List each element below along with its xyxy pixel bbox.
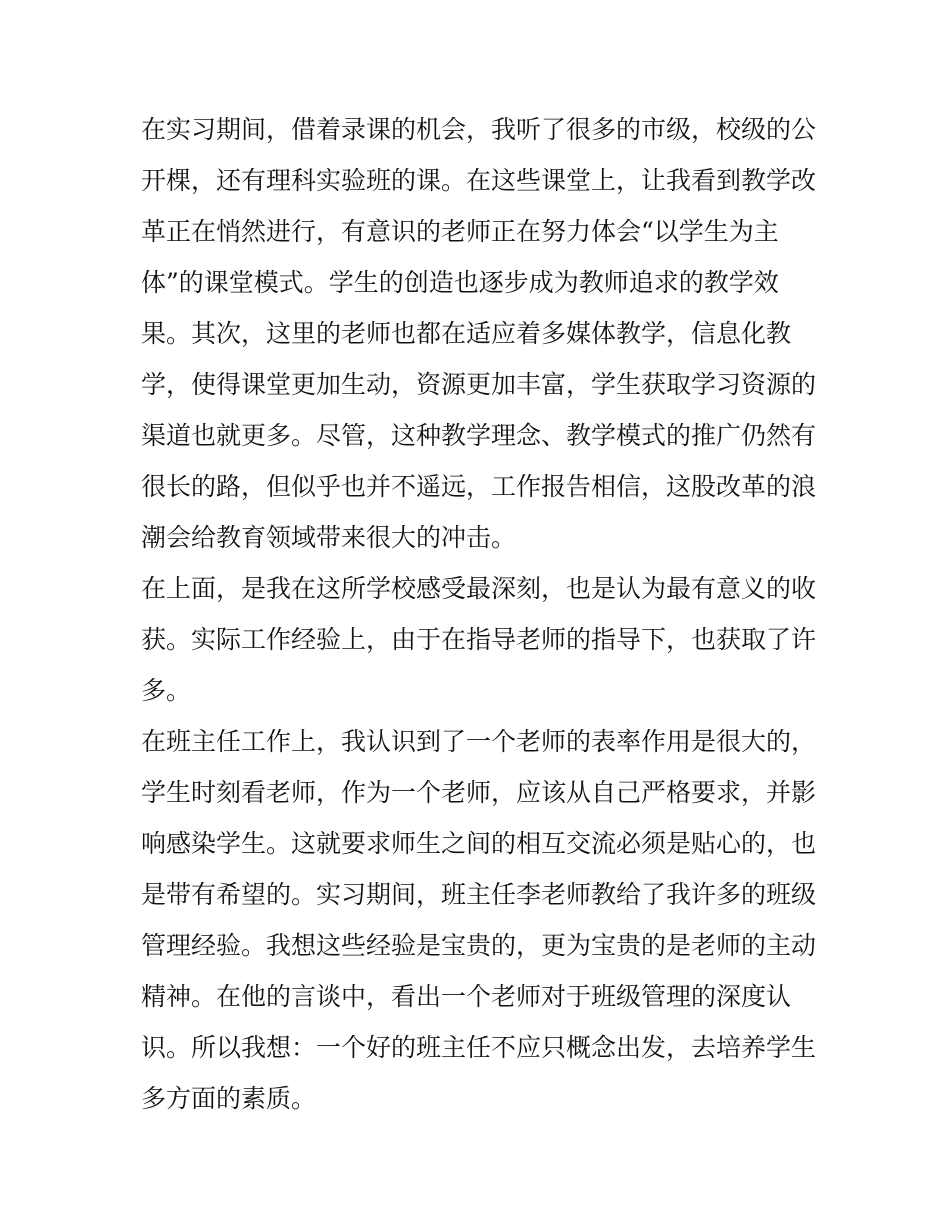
document-body	[141, 104, 817, 1124]
text-line: 在实习期间，借着录课的机会，我听了很多的市级，校级的公	[141, 115, 817, 144]
text-line: 渠道也就更多。尽管，这种教学理念、教学模式的推广仍然有	[141, 421, 817, 450]
text-line: 管理经验。我想这些经验是宝贵的，更为宝贵的是老师的主动	[141, 931, 817, 960]
text-line: 潮会给教育领域带来很大的冲击。	[141, 523, 517, 552]
text-line: 多方面的素质。	[141, 1084, 317, 1113]
text-line: 很长的路，但似乎也并不遥远，工作报告相信，这股改革的浪	[141, 472, 817, 501]
text-line: 多。	[141, 676, 192, 705]
text-line: 学生时刻看老师，作为一个老师，应该从自己严格要求，并影	[141, 778, 817, 807]
text-line: 革正在悄然进行，有意识的老师正在努力体会“以学生为主	[141, 217, 779, 246]
text-line: 获。实际工作经验上，由于在指导老师的指导下，也获取了许	[141, 625, 817, 654]
text-line: 果。其次，这里的老师也都在适应着多媒体教学，信息化教	[141, 319, 792, 348]
text-line: 体”的课堂模式。学生的创造也逐步成为教师追求的教学效	[141, 268, 779, 297]
text-line: 识。所以我想：一个好的班主任不应只概念出发，去培养学生	[141, 1033, 817, 1062]
text-line: 是带有希望的。实习期间，班主任李老师教给了我许多的班级	[141, 880, 817, 909]
text-line: 学，使得课堂更加生动，资源更加丰富，学生获取学习资源的	[141, 370, 817, 399]
text-line: 在上面，是我在这所学校感受最深刻，也是认为最有意义的收	[141, 574, 817, 603]
text-line: 开棵，还有理科实验班的课。在这些课堂上，让我看到教学改	[141, 166, 817, 195]
text-line: 响感染学生。这就要求师生之间的相互交流必须是贴心的，也	[141, 829, 817, 858]
text-line: 精神。在他的言谈中，看出一个老师对于班级管理的深度认	[141, 982, 792, 1011]
paragraph-internship-observations	[141, 104, 817, 563]
paragraph-head-teacher-work	[141, 716, 817, 1124]
text-line: 在班主任工作上，我认识到了一个老师的表率作用是很大的，	[141, 727, 817, 756]
paragraph-gains-summary	[141, 563, 817, 716]
